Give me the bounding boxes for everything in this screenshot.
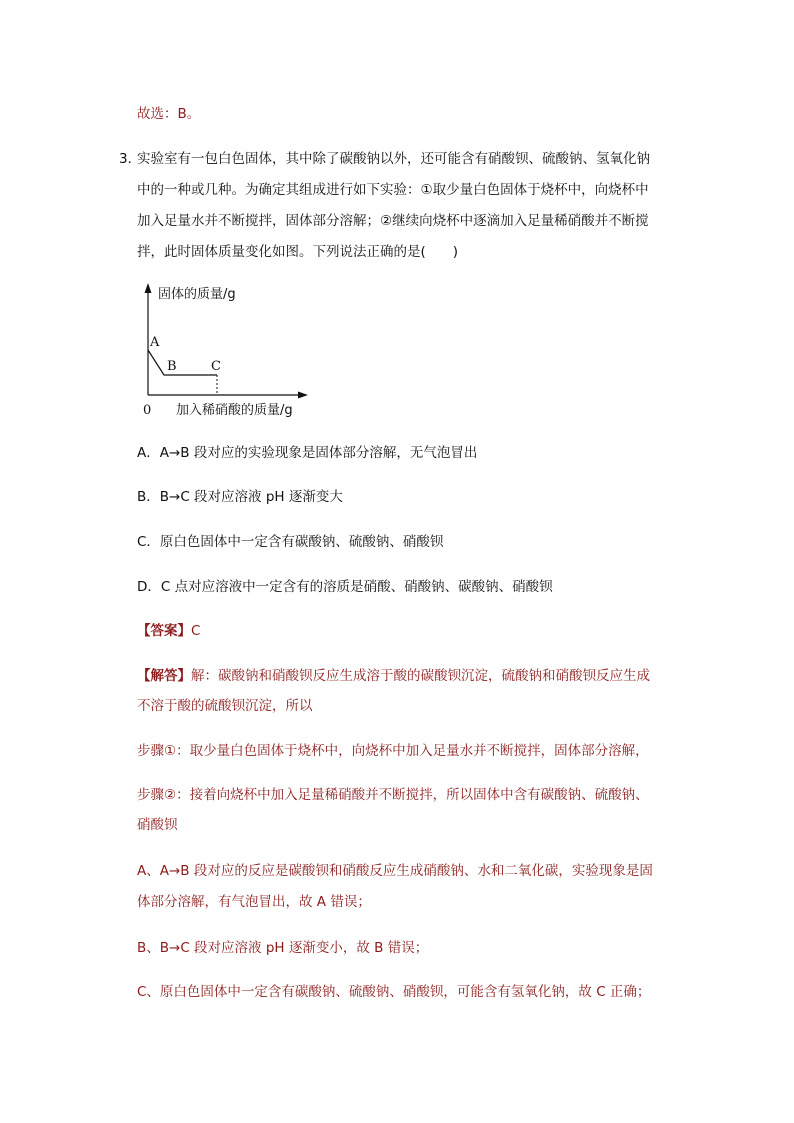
- analysis-line-2: 不溶于酸的硫酸钡沉淀，所以: [137, 698, 313, 714]
- analysis-a-line-1: A、A→B 段对应的反应是碳酸钡和硝酸反应生成硝酸钠、水和二氧化碳，实验现象是固: [137, 863, 653, 879]
- point-a-label: A: [150, 335, 160, 350]
- question-line-4: 拌，此时固体质量变化如图。下列说法正确的是( ): [137, 244, 459, 260]
- question-line-2: 中的一种或几种。为确定其组成进行如下实验：①取少量白色固体于烧杯中，向烧杯中: [137, 182, 649, 198]
- answer-value: C: [191, 623, 201, 639]
- question-number: 3．: [119, 151, 142, 167]
- point-b-label: B: [167, 359, 177, 374]
- y-axis-label: 固体的质量/g: [158, 287, 236, 302]
- analysis-step-1: 步骤①：取少量白色固体于烧杯中，向烧杯中加入足量水并不断搅拌，固体部分溶解，: [137, 743, 649, 759]
- option-a: A．A→B 段对应的实验现象是固体部分溶解，无气泡冒出: [137, 445, 478, 461]
- previous-answer: 故选：B。: [137, 106, 201, 122]
- answer-tag: 【答案】: [137, 623, 191, 639]
- point-c-label: C: [211, 359, 221, 374]
- analysis-tag: 【解答】: [137, 668, 191, 684]
- analysis-step-2-line-1: 步骤②：接着向烧杯中加入足量稀硝酸并不断搅拌，所以固体中含有碳酸钠、硫酸钠、: [137, 787, 649, 803]
- option-c: C．原白色固体中一定含有碳酸钠、硫酸钠、硝酸钡: [137, 534, 444, 550]
- question-line-3: 加入足量水并不断搅拌，固体部分溶解；②继续向烧杯中逐滴加入足量稀硝酸并不断搅: [137, 213, 649, 229]
- x-axis-label: 加入稀硝酸的质量/g: [176, 403, 293, 418]
- analysis-a-line-2: 体部分溶解，有气泡冒出，故 A 错误；: [137, 894, 371, 910]
- answer-line: [137, 622, 200, 640]
- option-d: D．C 点对应溶液中一定含有的溶质是硝酸、硝酸钠、碳酸钠、硝酸钡: [137, 579, 553, 595]
- question-line-1: 实验室有一包白色固体，其中除了碳酸钠以外，还可能含有硝酸钡、硫酸钠、氢氧化钠: [137, 151, 650, 167]
- analysis-text-1: 解：碳酸钠和硝酸钡反应生成溶于酸的碳酸钡沉淀，硫酸钠和硝酸钡反应生成: [191, 668, 650, 684]
- mass-curve: [148, 350, 217, 375]
- analysis-c-line: C、原白色固体中一定含有碳酸钠、硫酸钠、硝酸钡，可能含有氢氧化钠，故 C 正确；: [137, 984, 651, 1000]
- x-axis-arrow: [298, 392, 308, 399]
- analysis-line-1: [137, 667, 650, 685]
- y-axis-arrow: [145, 283, 152, 293]
- analysis-step-2-line-2: 硝酸钡: [137, 817, 178, 833]
- analysis-b-line: B、B→C 段对应溶液 pH 逐渐变小，故 B 错误；: [137, 940, 429, 956]
- origin-label: 0: [143, 403, 152, 418]
- option-b: B．B→C 段对应溶液 pH 逐渐变大: [137, 489, 343, 505]
